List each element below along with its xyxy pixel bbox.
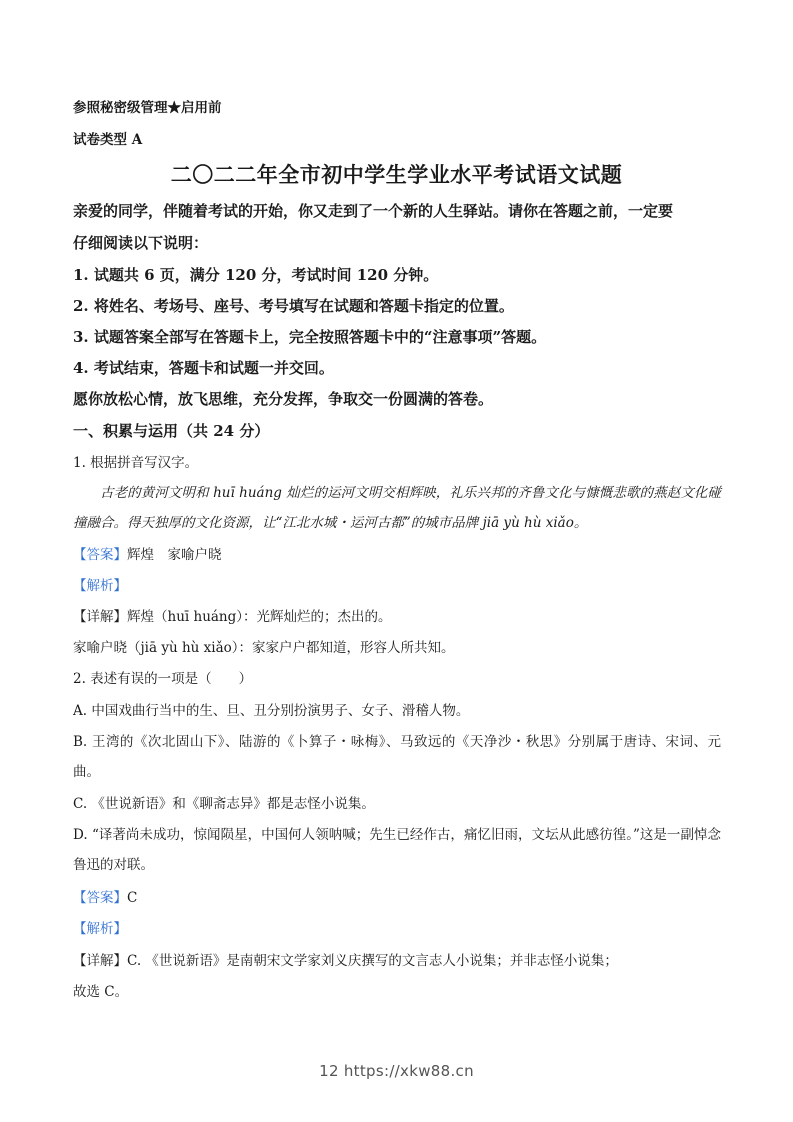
analysis-tag: 【解析】 <box>73 578 127 594</box>
instruction-item: 1. 试题共 6 页，满分 120 分，考试时间 120 分钟。 <box>73 266 439 284</box>
question-2-option-a: A. 中国戏曲行当中的生、旦、丑分别扮演男子、女子、滑稽人物。 <box>73 703 470 719</box>
detail-text: 辉煌（huī huáng）：光辉灿烂的；杰出的。 <box>127 609 392 625</box>
question-1-prompt: 1. 根据拼音写汉字。 <box>73 455 199 471</box>
answer-text: 辉煌 家喻户晓 <box>127 547 222 563</box>
detail-text: C. 《世说新语》是南朝宋文学家刘义庆撰写的文言志人小说集；并非志怪小说集； <box>127 953 618 969</box>
question-2-prompt: 2. 表述有误的一项是（ ） <box>73 671 253 687</box>
question-2-conclusion: 故选 C。 <box>73 984 129 1000</box>
instruction-item: 4. 考试结束，答题卡和试题一并交回。 <box>73 359 334 377</box>
question-2-option-c: C. 《世说新语》和《聊斋志异》都是志怪小说集。 <box>73 796 375 812</box>
question-2-detail <box>73 951 618 971</box>
question-2-option-b: B. 王湾的《次北固山下》、陆游的《卜算子・咏梅》、马致远的《天净沙・秋思》分别属于唐诗、宋词、元曲。 <box>73 734 721 780</box>
section-heading: 一、积累与运用（共 24 分） <box>73 422 270 440</box>
paper-type-label: 试卷类型 A <box>73 132 143 148</box>
instruction-item: 2. 将姓名、考场号、座号、考号填写在试题和答题卡指定的位置。 <box>73 297 514 315</box>
question-1-analysis <box>73 576 127 596</box>
answer-text: C <box>127 890 138 906</box>
analysis-tag: 【解析】 <box>73 921 127 937</box>
question-1-passage: 古老的黄河文明和 huī huáng 灿烂的运河文明交相辉映，礼乐兴邦的齐鲁文化与慷慨悲歌的燕赵文化碰撞融合。得天独厚的文化资源，让“江北水城・运河古都”的城市品牌 jiā yù hù xiǎo。 <box>73 485 721 531</box>
question-1-answer <box>73 545 222 565</box>
question-2-analysis <box>73 919 127 939</box>
instructions-closing: 愿你放松心情，放飞思维，充分发挥，争取交一份圆满的答卷。 <box>73 390 494 408</box>
question-2-option-d: D. “译著尚未成功，惊闻陨星，中国何人领呐喊；先生已经作古，痛忆旧雨，文坛从此感彷徨。”这是一副悼念鲁迅的对联。 <box>73 827 721 873</box>
page-footer: 12 https://xkw88.cn <box>319 1062 474 1080</box>
detail-tag: 【详解】 <box>73 953 127 969</box>
answer-tag: 【答案】 <box>73 547 127 563</box>
instructions-greeting-line2: 仔细阅读以下说明： <box>73 234 209 252</box>
question-1-detail-2: 家喻户晓（jiā yù hù xiǎo）：家家户户都知道，形容人所共知。 <box>73 640 455 656</box>
instructions-greeting-line1: 亲爱的同学，伴随着考试的开始，你又走到了一个新的人生驿站。请你在答题之前，一定要 <box>73 202 674 220</box>
question-1-detail <box>73 607 392 627</box>
answer-tag: 【答案】 <box>73 890 127 906</box>
detail-tag: 【详解】 <box>73 609 127 625</box>
instruction-item: 3. 试题答案全部写在答题卡上，完全按照答题卡中的“注意事项”答题。 <box>73 328 547 346</box>
page-title: 二〇二二年全市初中学生学业水平考试语文试题 <box>170 162 623 187</box>
question-2-answer <box>73 888 137 908</box>
secrecy-label: 参照秘密级管理★启用前 <box>73 100 222 116</box>
